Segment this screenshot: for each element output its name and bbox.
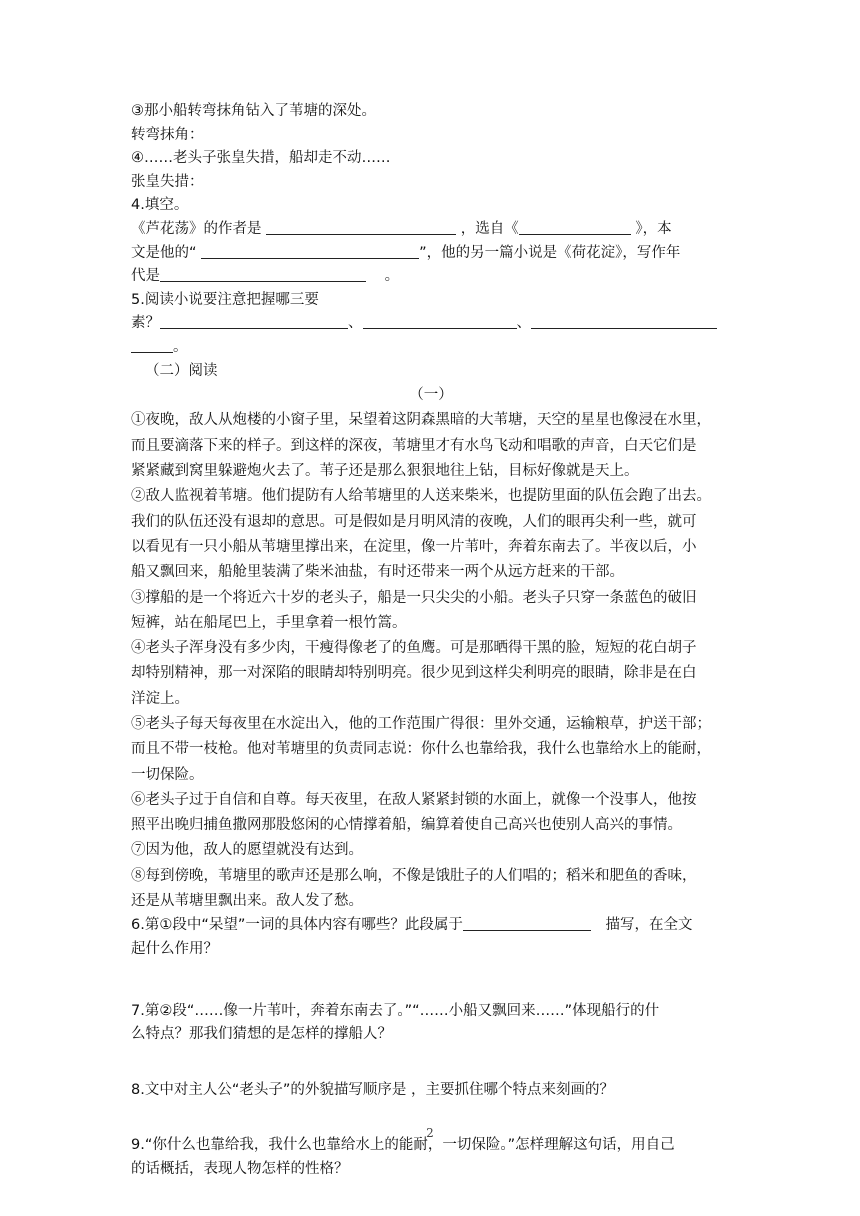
passage-line: ⑦因为他，敌人的愿望就没有达到。 [131,842,363,859]
text-segment: ”，他的另一篇小说是《荷花淀》，写作年 [419,244,681,261]
passage-line: 以看见有一只小船从苇塘里撑出来，在淀里，像一片苇叶，奔着东南去了。半夜以后，小 [131,538,697,555]
question-6-line-1 [131,914,731,938]
separator: 、 [516,315,531,332]
text-segment: ，选自《 [460,220,519,237]
answer-blank[interactable] [266,220,456,235]
passage-line: 还是从苇塘里飘出来。敌人发了愁。 [131,893,363,910]
question-4-line-3 [131,265,731,289]
text-segment: 》，本 [635,220,672,237]
question-4-line-1 [131,218,731,242]
question-6-line-2: 起什么作用？ [131,940,218,957]
text-segment: 文是他的“ [131,244,197,261]
passage-line: 而且不带一枝枪。他对苇塘里的负责同志说：你什么也靠给我，我什么也靠给水上的能耐， [131,741,711,758]
question-9-line-1: 9.“你什么也靠给我，我什么也靠给水上的能耐，一切保险。”怎样理解这句话，用自己 [131,1137,675,1154]
page-content [131,100,731,1182]
question-5-line-1: 5.阅读小说要注意把握哪三要 [131,291,319,308]
text-segment: 素？ [131,315,160,332]
passage-line: ⑥老头子过于自信和自尊。每天夜里，在敌人紧紧封锁的水面上，就像一个没事人，他按 [131,791,697,808]
text-segment: 代是 [131,268,160,285]
separator: 、 [348,315,363,332]
answer-blank[interactable] [201,244,419,259]
question-7-line-2: 么特点？那我们猜想的是怎样的撑船人？ [131,1026,392,1043]
passage [131,408,731,914]
passage-line: 短裤，站在船尾巴上，手里拿着一根竹篙。 [131,614,407,631]
question-5-line-3 [131,336,731,360]
question-7-line-1: 7.第②段“……像一片苇叶，奔着东南去了。”“……小船又飘回来……”体现船行的什 [131,1002,660,1019]
answer-blank[interactable] [160,267,366,282]
passage-line: 却特别精神，那一对深陷的眼睛却特别明亮。很少见到这样尖利明亮的眼睛，除非是在白 [131,665,697,682]
passage-line: 我们的队伍还没有退却的意思。可是假如是月明风清的夜晚，人们的眼再尖利一些，就可 [131,513,697,530]
passage-title: （一） [409,387,453,404]
text-segment: 描写，在全文 [605,917,693,934]
question-4-title: 4.填空。 [131,197,189,214]
passage-line: 而且要滴落下来的样子。到这样的深夜，苇塘里才有水鸟飞动和唱歌的声音，白天它们是 [131,437,697,454]
answer-space[interactable] [131,962,731,1000]
answer-blank[interactable] [519,220,631,235]
text-segment: 。 [384,268,400,285]
answer-blank[interactable] [160,314,348,329]
passage-line: ⑧每到傍晚，苇塘里的歌声还是那么响，不像是饿肚子的人们唱的；稻米和肥鱼的香味， [131,867,697,884]
question-4-line-2 [131,242,731,266]
example-line-3: ③那小船转弯抹角钻入了苇塘的深处。 [131,103,376,119]
example-line-4: ④……老头子张皇失措，船却走不动…… [131,150,391,167]
passage-line: 一切保险。 [131,766,204,783]
text-segment: 6.第①段中“呆望”一词的具体内容有哪些？此段属于 [131,917,463,934]
page-number: 2 [426,1126,434,1140]
answer-space[interactable] [131,1047,731,1079]
question-8-line-1: 8.文中对主人公“老头子”的外貌描写顺序是 ，主要抓住哪个特点来刻画的？ [131,1081,614,1098]
term-label: 转弯抹角： [131,126,204,143]
answer-blank[interactable] [363,314,517,329]
passage-line: 照平出晚归捕鱼撒网那股悠闲的心情撑着船，编算着使自己高兴也使别人高兴的事情。 [131,817,682,834]
passage-line: ④老头子浑身没有多少肉，干瘦得像老了的鱼鹰。可是那晒得干黑的脸，短短的花白胡子 [131,640,697,657]
passage-line: ②敌人监视着苇塘。他们提防有人给苇塘里的人送来柴米，也提防里面的队伍会跑了出去。 [131,488,711,505]
passage-line: ⑤老头子每天每夜里在水淀出入，他的工作范围广得很：里外交通，运输粮草，护送干部； [131,715,711,732]
passage-line: 洋淀上。 [131,690,189,707]
passage-line: 船又飘回来，船舱里装满了柴米油盐，有时还带来一两个从远方赶来的干部。 [131,564,624,581]
passage-line: ①夜晚，敌人从炮楼的小窗子里，呆望着这阴森黑暗的大苇塘，天空的星星也像浸在水里， [131,412,711,429]
question-5-line-2 [131,312,731,336]
text-segment: 。 [173,338,188,355]
answer-blank[interactable] [131,338,173,353]
passage-line: ③撑船的是一个将近六十岁的老头子，船是一只尖尖的小船。老头子只穿一条蓝色的破旧 [131,589,697,606]
answer-blank[interactable] [463,916,591,931]
term-label: 张皇失措： [131,173,204,190]
answer-blank[interactable] [531,314,717,329]
passage-line: 紧紧藏到窝里躲避炮火去了。苇子还是那么狠狠地往上钻，目标好像就是天上。 [131,463,639,480]
section-title: （二）阅读 [145,362,218,379]
question-9-line-2: 的话概括，表现人物怎样的性格？ [131,1160,349,1177]
text-segment: 《芦花荡》的作者是 [131,220,262,237]
